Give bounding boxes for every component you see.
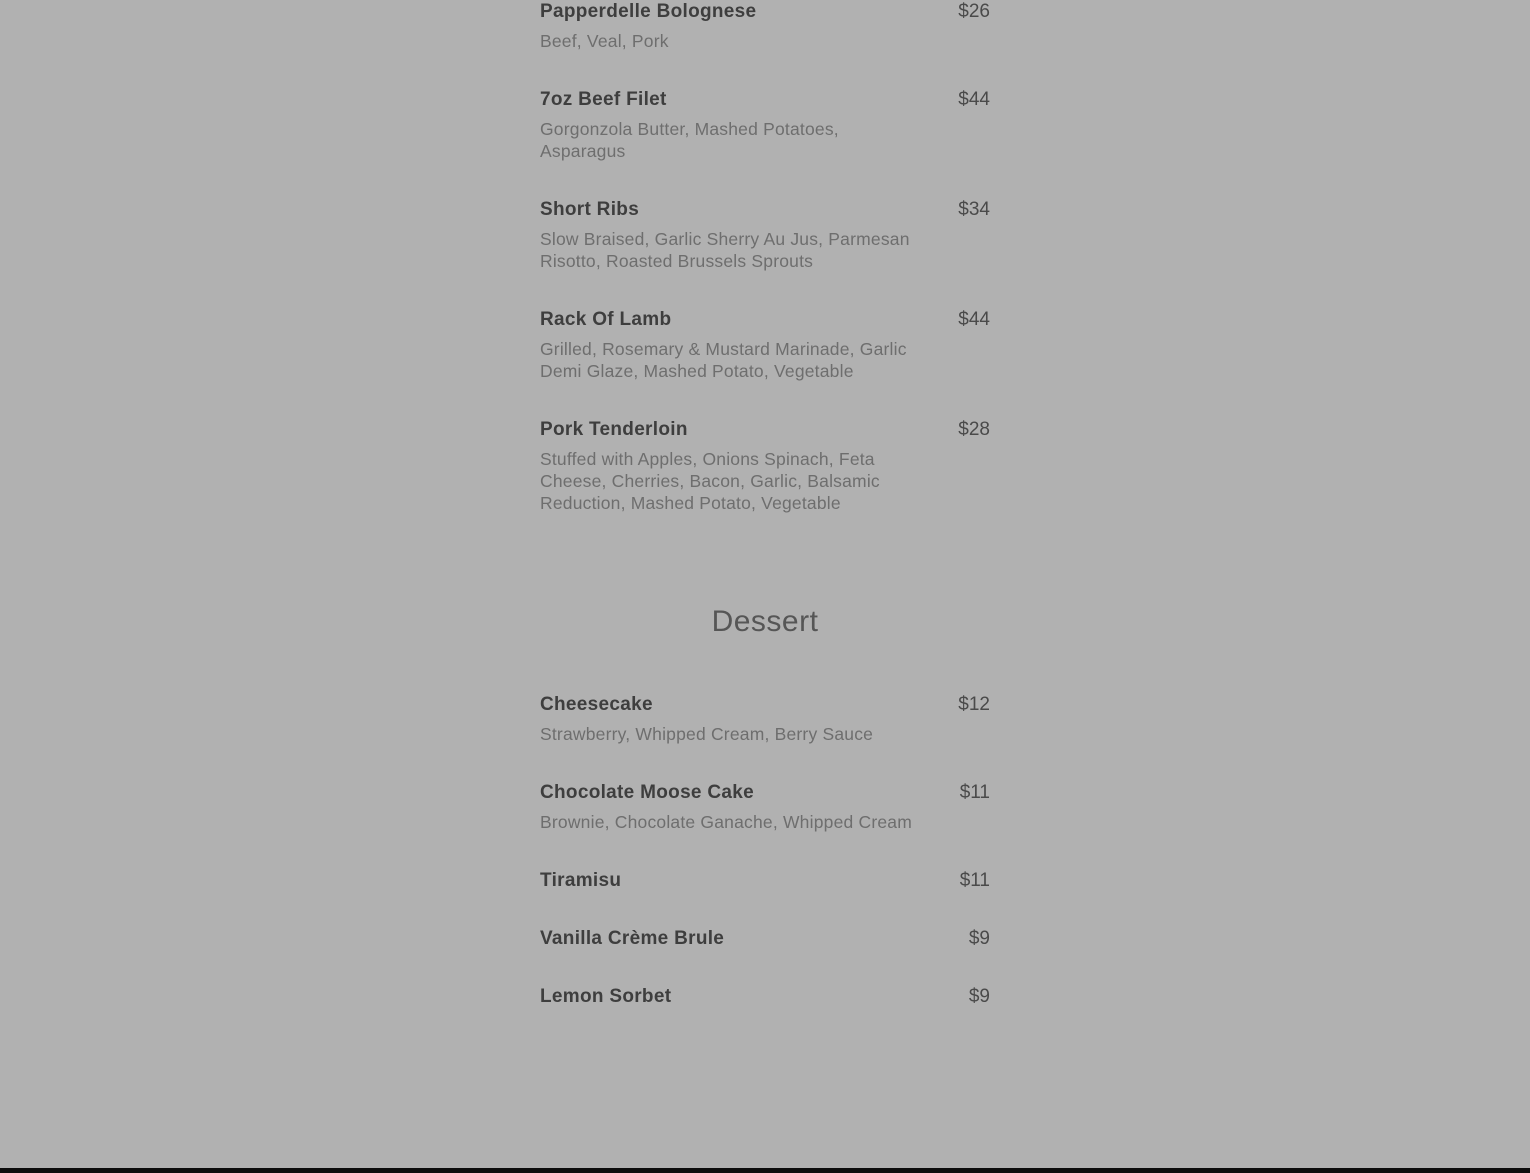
item-row	[540, 420, 990, 440]
menu-column	[540, 0, 990, 1007]
menu-item	[540, 420, 990, 514]
item-description: Brownie, Chocolate Ganache, Whipped Cream	[540, 812, 912, 832]
menu-item	[540, 929, 990, 949]
item-price: $34	[958, 199, 990, 220]
item-price: $9	[968, 986, 990, 1007]
item-description: Stuffed with Apples, Onions Spinach, Feta Cheese, Cherries, Bacon, Garlic, Balsamic Reduction, Mashed Potato, Vegetable	[540, 449, 880, 513]
menu-item	[540, 987, 990, 1007]
item-price: $26	[958, 1, 990, 22]
item-row	[540, 871, 990, 891]
item-name: Lemon Sorbet	[540, 986, 672, 1007]
item-price: $28	[958, 419, 990, 440]
item-name: Vanilla Crème Brule	[540, 928, 725, 949]
item-price: $44	[958, 309, 990, 330]
item-price: $44	[958, 89, 990, 110]
item-row	[540, 310, 990, 330]
item-price: $11	[959, 870, 990, 891]
item-description: Gorgonzola Butter, Mashed Potatoes, Asparagus	[540, 119, 839, 161]
item-name: Pork Tenderloin	[540, 419, 688, 440]
menu-item	[540, 310, 990, 382]
item-price: $12	[958, 694, 990, 715]
menu-item	[540, 2, 990, 52]
menu-item	[540, 200, 990, 272]
item-name: Rack Of Lamb	[540, 309, 672, 330]
item-name: Tiramisu	[540, 870, 622, 891]
menu-item	[540, 695, 990, 745]
item-row	[540, 695, 990, 715]
item-row	[540, 200, 990, 220]
item-row	[540, 2, 990, 22]
item-row	[540, 929, 990, 949]
item-description: Beef, Veal, Pork	[540, 31, 669, 51]
item-row	[540, 987, 990, 1007]
menu-item	[540, 783, 990, 833]
section-heading: Dessert	[711, 605, 819, 638]
item-name: Short Ribs	[540, 199, 640, 220]
item-row	[540, 783, 990, 803]
item-description: Strawberry, Whipped Cream, Berry Sauce	[540, 724, 874, 744]
menu-section	[540, 604, 990, 1007]
item-name: Chocolate Moose Cake	[540, 782, 754, 803]
menu-item	[540, 90, 990, 162]
item-name: Cheesecake	[540, 694, 653, 715]
item-price: $11	[959, 782, 990, 803]
item-name: 7oz Beef Filet	[540, 89, 667, 110]
item-description: Grilled, Rosemary & Mustard Marinade, Garlic Demi Glaze, Mashed Potato, Vegetable	[540, 339, 907, 381]
menu-item	[540, 871, 990, 891]
item-name: Papperdelle Bolognese	[540, 1, 757, 22]
bottom-bar	[0, 1168, 1530, 1173]
menu-section	[540, 2, 990, 514]
item-description: Slow Braised, Garlic Sherry Au Jus, Parmesan Risotto, Roasted Brussels Sprouts	[540, 229, 910, 271]
item-row	[540, 90, 990, 110]
item-price: $9	[968, 928, 990, 949]
